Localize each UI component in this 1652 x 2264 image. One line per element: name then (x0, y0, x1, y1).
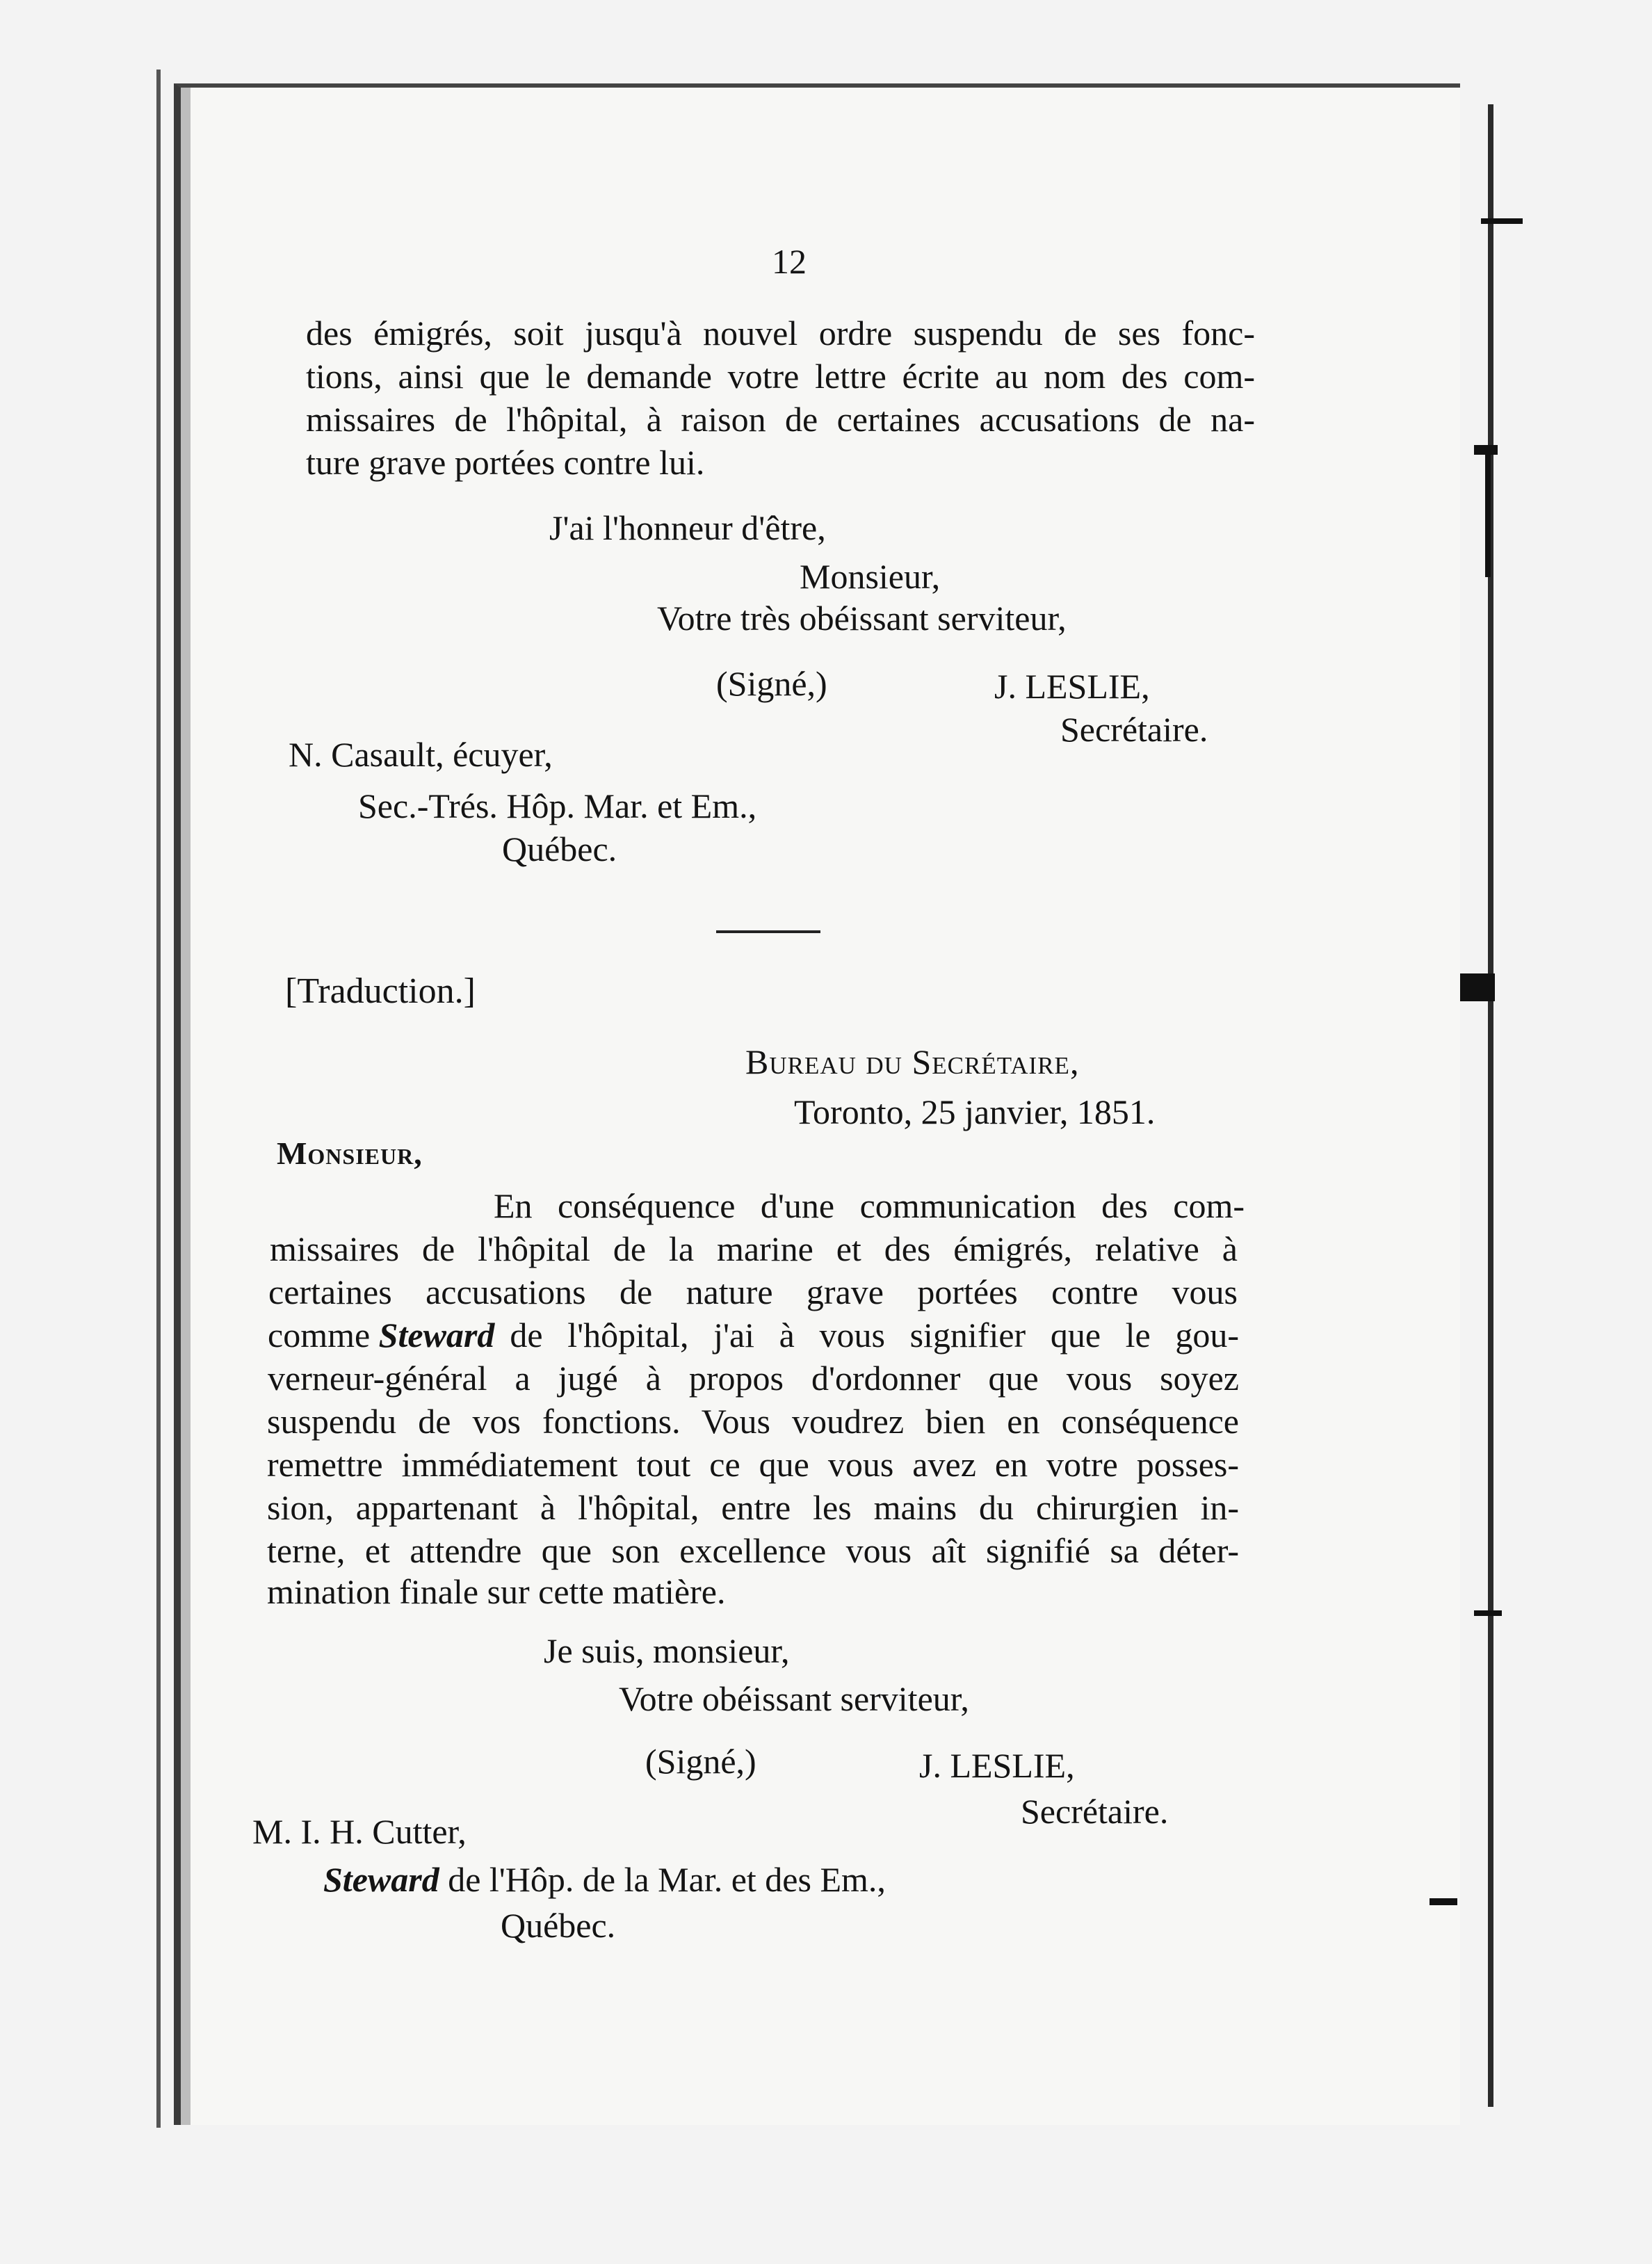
letter2-place-date: Toronto, 25 janvier, 1851. (794, 1092, 1156, 1131)
letter2-body-line: certaines accusations de nature grave portées contre vous (268, 1272, 1238, 1311)
translation-note: [Traduction.] (285, 971, 476, 1011)
letter1-body-line: tions, ainsi que le demande votre lettre écrite au nom des com- (306, 357, 1255, 396)
letter1-addressee-line: Québec. (502, 830, 617, 868)
book-spine (156, 70, 161, 2128)
letter1-addressee-line: N. Casault, écuyer, (289, 735, 553, 774)
letter2-addressee-role-rest: de l'Hôp. de la Mar. et des Em., (448, 1860, 886, 1899)
letter2-body-line: verneur-général a jugé à propos d'ordonner que vous soyez (268, 1359, 1239, 1398)
letter2-body-line-4 (268, 1313, 1239, 1357)
scan-mark (1430, 1898, 1457, 1905)
letter2-body-line: terne, et attendre que son excellence vous aît signifié sa déter- (267, 1531, 1239, 1570)
letter1-closing-line: Votre très obéissant serviteur, (657, 599, 1067, 638)
letter2-signer-title: Secrétaire. (1021, 1792, 1169, 1831)
scan-mark (1485, 452, 1491, 577)
letter2-body-line: sion, appartenant à l'hôpital, entre les mains du chirurgien in- (267, 1488, 1239, 1527)
scan-mark (1474, 1610, 1502, 1616)
letter1-addressee-line: Sec.-Trés. Hôp. Mar. et Em., (358, 786, 757, 825)
letter2-closing-line: Votre obéissant serviteur, (619, 1679, 969, 1718)
letter2-closing-line: Je suis, monsieur, (544, 1631, 790, 1670)
scan-mark (1460, 973, 1495, 1001)
letter2-signer: J. LESLIE, (919, 1746, 1075, 1785)
letter1-signer: J. LESLIE, (994, 667, 1150, 706)
letter2-addressee-name: M. I. H. Cutter, (252, 1812, 467, 1851)
section-divider (716, 930, 820, 933)
letter2-body-line: remettre immédiatement tout ce que vous avez en votre posses- (267, 1445, 1239, 1484)
letter2-office: Bureau du Secrétaire, (745, 1042, 1080, 1081)
letter2-addressee-role (323, 1858, 886, 1901)
letter2-body-line: missaires de l'hôpital de la marine et des émigrés, relative à (270, 1229, 1238, 1268)
letter2-body-line: suspendu de vos fonctions. Vous voudrez bien en conséquence (267, 1402, 1239, 1441)
page-edge (1488, 104, 1493, 2107)
letter1-body-line: des émigrés, soit jusqu'à nouvel ordre suspendu de ses fonc- (306, 314, 1255, 353)
scan-mark (1481, 218, 1523, 224)
letter2-body-line: En conséquence d'une communication des com- (494, 1186, 1245, 1225)
letter2-signed: (Signé,) (645, 1742, 756, 1781)
letter2-body-line: mination finale sur cette matière. (267, 1572, 726, 1611)
letter1-signer-title: Secrétaire. (1060, 710, 1208, 749)
letter1-body-line: missaires de l'hôpital, à raison de certaines accusations de na- (306, 400, 1255, 439)
letter1-signed: (Signé,) (716, 664, 827, 703)
letter2-salutation: Monsieur, (277, 1135, 423, 1171)
steward-term: Steward (378, 1316, 495, 1355)
steward-term: Steward (323, 1860, 439, 1899)
page-number: 12 (772, 242, 807, 281)
letter2-addressee-city: Québec. (501, 1906, 616, 1945)
letter1-closing-line: Monsieur, (800, 557, 941, 596)
letter2-line4-prefix: comme Steward (268, 1316, 495, 1355)
letter1-closing-line: J'ai l'honneur d'être, (549, 508, 826, 547)
letter1-body-line: ture grave portées contre lui. (306, 443, 705, 482)
letter2-line4-rest: de l'hôpital, j'ai à vous signifier que le gou- (510, 1316, 1239, 1355)
